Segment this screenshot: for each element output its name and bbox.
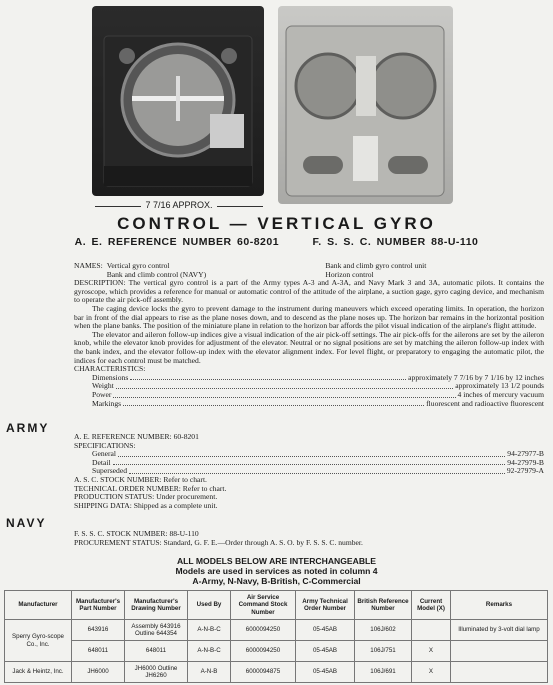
note-line-2: Models are used in services as noted in column 4 bbox=[175, 566, 378, 576]
reference-numbers bbox=[0, 236, 553, 248]
page-title: CONTROL — VERTICAL GYRO bbox=[117, 214, 436, 233]
cell-remarks bbox=[451, 641, 548, 662]
col-part-number: Manufacturer's Part Number bbox=[72, 591, 125, 620]
col-current-model: Current Model (X) bbox=[412, 591, 451, 620]
col-tech-order: Army Technical Order Number bbox=[296, 591, 355, 620]
description-p2: The caging device locks the gyro to prevent damage to the instrument during maneuvers which exceed operating limits. In operation, the horizon bar in front of the dial appears to rise as the plane noses down, and to descend as the plane noses up. The horizon bar remains in the horizontal position when the plane banks. The position of the miniature plane in relation to the horizon bar affords the pilot visual indication of the airplane's flight attitude. bbox=[74, 303, 544, 331]
cell-tech: 05-45AB bbox=[296, 620, 355, 641]
cell-tech: 05-45AB bbox=[296, 662, 355, 683]
note-line-3: A-Army, N-Navy, B-British, C-Commercial bbox=[192, 576, 361, 586]
cell-british: 106J/751 bbox=[355, 641, 412, 662]
description-p1: The vertical gyro control is a part of the Army types A-3 and A-3A, and Navy Mark 3 and 3A, automatic pilots. It contains the gyroscope, which provides a reference for manual or automatic control of the attitude of the airplane, a suction gage, gyro caging device, and mechanism to operate the air pick-off assembly. bbox=[74, 278, 544, 305]
cell-drawing: JH6000 Outline JH6260 bbox=[125, 662, 188, 683]
gyro-rear-photo bbox=[278, 6, 453, 204]
cell-used-by: A-N-B-C bbox=[188, 620, 231, 641]
cell-remarks: Illuminated by 3-volt dial lamp bbox=[451, 620, 548, 641]
cell-drawing: Assembly 643916 Outline 644354 bbox=[125, 620, 188, 641]
characteristics-list bbox=[74, 374, 544, 408]
table-header-row bbox=[5, 591, 548, 620]
interchange-note bbox=[0, 556, 553, 586]
spec-general: General 94-27977-B bbox=[92, 449, 544, 459]
col-used-by: Used By bbox=[188, 591, 231, 620]
table-row bbox=[5, 641, 548, 662]
cell-used-by: A-N-B bbox=[188, 662, 231, 683]
spec-superseded: Superseded 92-27979-A bbox=[92, 466, 544, 476]
cell-current: X bbox=[412, 662, 451, 683]
army-production: PRODUCTION STATUS: Under procurement. bbox=[74, 492, 218, 502]
ae-reference: A. E. REFERENCE NUMBER 60-8201 bbox=[74, 236, 280, 248]
gyro-front-photo bbox=[92, 6, 264, 196]
cell-remarks bbox=[451, 662, 548, 683]
col-drawing-number: Manufacturer's Drawing Number bbox=[125, 591, 188, 620]
char-dimensions: Dimensions approximately 7 7/16 by 7 1/16 by 12 inches bbox=[92, 372, 544, 382]
cell-drawing: 648011 bbox=[125, 641, 188, 662]
description-p3: The elevator and aileron follow-up indices give a visual indication of the air pick-off settings. The air pick-offs for the ailerons are set by the aileron knob, while the elevator knob provides for adjustment of the elevator. Neutral or no signal positions are set by matching the aileron follow-up index with the bank index, and the elevator follow-up index with the elevator alignment index. For level flight, or preparatory to engaging the automatic pilot, the indices for each control must be matched. bbox=[74, 329, 544, 365]
cell-part: 648011 bbox=[72, 641, 125, 662]
cell-current bbox=[412, 620, 451, 641]
army-specs bbox=[74, 450, 544, 476]
cell-part: 643916 bbox=[72, 620, 125, 641]
col-british-ref: British Reference Number bbox=[355, 591, 412, 620]
dimension-text: 7 7/16 APPROX. bbox=[141, 200, 216, 210]
table-row bbox=[5, 620, 548, 641]
cell-british: 106J/691 bbox=[355, 662, 412, 683]
spec-detail: Detail 94-27979-B bbox=[92, 457, 544, 467]
name-2: Bank and climb control (NAVY) bbox=[106, 269, 207, 279]
navy-section bbox=[74, 530, 544, 547]
army-stock: A. S. C. STOCK NUMBER: Refer to chart. bbox=[74, 474, 207, 484]
fssc-reference: F. S. S. C. NUMBER 88-U-110 bbox=[312, 236, 479, 248]
characteristics-label: CHARACTERISTICS: bbox=[74, 364, 146, 374]
description-label: DESCRIPTION: bbox=[74, 278, 126, 288]
models-table bbox=[4, 590, 548, 683]
cell-part: JH6000 bbox=[72, 662, 125, 683]
army-ae-line: A. E. REFERENCE NUMBER: 60-8201 bbox=[74, 432, 199, 441]
army-tech-order: TECHNICAL ORDER NUMBER: Refer to chart. bbox=[74, 483, 227, 493]
navy-heading: NAVY bbox=[6, 516, 47, 530]
cell-stock: 6000094250 bbox=[231, 641, 296, 662]
army-section bbox=[74, 433, 544, 510]
col-manufacturer: Manufacturer bbox=[5, 591, 72, 620]
names-label: NAMES: bbox=[74, 261, 103, 270]
names-row bbox=[74, 262, 544, 279]
name-4: Horizon control bbox=[325, 269, 374, 279]
name-1: Vertical gyro control bbox=[106, 261, 170, 270]
cell-current: X bbox=[412, 641, 451, 662]
cell-stock: 6000094250 bbox=[231, 620, 296, 641]
cell-tech: 05-45AB bbox=[296, 641, 355, 662]
name-3: Bank and climb gyro control unit bbox=[325, 261, 427, 270]
cell-stock: 6000094875 bbox=[231, 662, 296, 683]
army-spec-label: SPECIFICATIONS: bbox=[74, 440, 136, 450]
cell-used-by: A-N-B-C bbox=[188, 641, 231, 662]
army-heading: ARMY bbox=[6, 421, 50, 435]
cell-british: 106J/602 bbox=[355, 620, 412, 641]
note-line-1: ALL MODELS BELOW ARE INTERCHANGEABLE bbox=[176, 556, 377, 566]
cell-manufacturer: Sperry Gyro-scope Co., Inc. bbox=[5, 620, 72, 662]
description bbox=[74, 279, 544, 305]
army-shipping: SHIPPING DATA: Shipped as a complete unit. bbox=[74, 500, 218, 510]
photos bbox=[0, 6, 553, 206]
col-remarks: Remarks bbox=[451, 591, 548, 620]
table-row bbox=[5, 662, 548, 683]
cell-manufacturer: Jack & Heintz, Inc. bbox=[5, 662, 72, 683]
char-markings: Markings fluorescent and radioactive fluorescent bbox=[92, 398, 544, 408]
col-stock-number: Air Service Command Stock Number bbox=[231, 591, 296, 620]
body-text bbox=[74, 262, 544, 408]
char-power: Power 4 inches of mercury vacuum bbox=[92, 389, 544, 399]
navy-stock: F. S. S. C. STOCK NUMBER: 88-U-110 bbox=[74, 529, 199, 538]
navy-procurement: PROCUREMENT STATUS: Standard, G. F. E.—Order through A. S. O. by F. S. S. C. number. bbox=[74, 537, 363, 547]
char-weight: Weight approximately 13 1/2 pounds bbox=[92, 381, 544, 391]
dimension-label bbox=[95, 200, 263, 210]
